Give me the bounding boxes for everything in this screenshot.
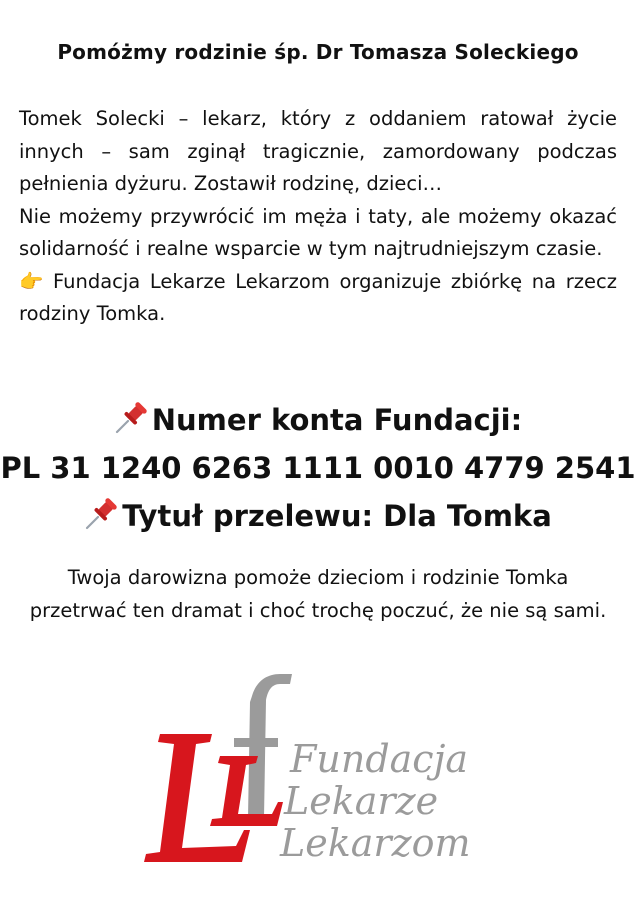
logo-word-lekarzom: Lekarzom [280, 821, 471, 865]
paragraph-solidarity: Nie możemy przywrócić im męża i taty, ale możemy okazać solidarność i realne wsparcie w tym najtrudniejszym czasie. [19, 204, 617, 260]
pushpin-icon [84, 498, 118, 530]
account-number: PL 31 1240 6263 1111 0010 4779 2541 [0, 451, 636, 485]
fundraiser-text: Fundacja Lekarze Lekarzom organizuje zbiórkę na rzecz rodziny Tomka. [19, 269, 617, 325]
closing-note: Twoja darowizna pomoże dzieciom i rodzinie Tomka przetrwać ten dramat i choć trochę poczuć, że nie są sami. [29, 566, 607, 622]
page-title: Pomóżmy rodzinie śp. Dr Tomasza Soleckiego [57, 40, 579, 64]
transfer-title-line [0, 492, 636, 540]
paragraph-fundraiser [19, 266, 617, 331]
account-info [0, 396, 636, 540]
foundation-logo [140, 668, 500, 874]
account-label: Numer konta Fundacji: [151, 403, 523, 437]
logo-word-fundacja: Fundacja [290, 737, 469, 781]
logo-word-lekarze: Lekarze [284, 779, 439, 823]
paragraph-tragedy: Tomek Solecki – lekarz, który z oddaniem ratował życie innych – sam zginął tragicznie, zamordowany podczas pełnienia dyżuru. Zostawił rodzinę, dzieci… [19, 107, 617, 195]
transfer-title: Tytuł przelewu: Dla Tomka [122, 499, 552, 533]
pointing-hand-icon: 👉 [19, 269, 44, 293]
account-label-line [0, 396, 636, 444]
intro-text [19, 103, 617, 331]
pushpin-icon [114, 402, 148, 434]
